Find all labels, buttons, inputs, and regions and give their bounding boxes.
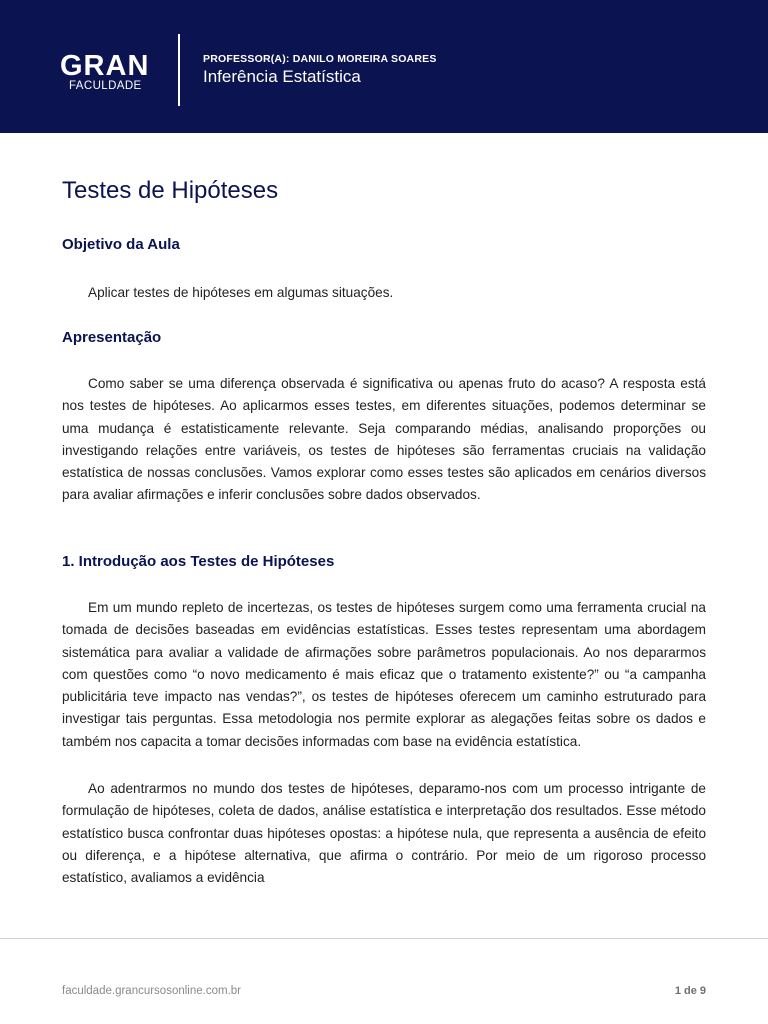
section1-heading: 1. Introdução aos Testes de Hipóteses (62, 553, 335, 570)
footer-divider (0, 938, 768, 939)
gran-faculdade-logo (60, 52, 160, 92)
page-number: 1 de 9 (674, 985, 706, 997)
footer-url: faculdade.grancursosonline.com.br (62, 985, 241, 997)
objective-text: Aplicar testes de hipóteses em algumas situações. (88, 285, 394, 300)
section1-paragraph-1: Em um mundo repleto de incertezas, os testes de hipóteses surgem como uma ferramenta crucial na tomada de decisões baseadas em evidências estatísticas. Esses testes representam uma abordagem sistemática para avaliar a validade de afirmações sobre parâmetros populacionais. Ao nos depararmos com questões como “o novo medicamento é mais eficaz que o tratamento existente?” ou “a campanha publicitária teve impacto nas vendas?”, os testes de hipóteses oferecem um caminho estruturado para investigar tais perguntas. Essa metodologia nos permite explorar as alegações feitas sobre os dados e também nos capacita a tomar decisões informadas com base na evidência estatística. (62, 600, 706, 749)
professor-name: PROFESSOR(A): DANILO MOREIRA SOARES (203, 53, 437, 65)
objective-heading: Objetivo da Aula (62, 236, 180, 253)
page-header (0, 0, 768, 133)
presentation-heading: Apresentação (62, 329, 162, 346)
section1-paragraph-2: Ao adentrarmos no mundo dos testes de hipóteses, deparamo-nos com um processo intrigante de formulação de hipóteses, coleta de dados, análise estatística e interpretação dos resultados. Esse método estatístico busca confrontar duas hipóteses opostas: a hipótese nula, que representa a ausência de efeito ou diferença, e a hipótese alternativa, que afirma o contrário. Por meio de um rigoroso processo estatístico, avaliamos a evidência (62, 781, 706, 886)
page-title: Testes de Hipóteses (62, 177, 279, 204)
logo-wordmark: GRAN (60, 50, 150, 82)
header-divider (178, 34, 180, 106)
presentation-text: Como saber se uma diferença observada é significativa ou apenas fruto do acaso? A resposta está nos testes de hipóteses. Ao aplicarmos esses testes, em diferentes situações, podemos determinar se uma mudança é estatisticamente relevante. Seja comparando médias, analisando proporções ou investigando relações entre variáveis, os testes de hipóteses são ferramentas cruciais na validação estatística de nossas conclusões. Vamos explorar como esses testes são aplicados em cenários diversos para avaliar afirmações e inferir conclusões sobre dados observados. (62, 376, 706, 503)
logo-subtitle: FACULDADE (69, 80, 142, 92)
course-title: Inferência Estatística (203, 67, 361, 86)
